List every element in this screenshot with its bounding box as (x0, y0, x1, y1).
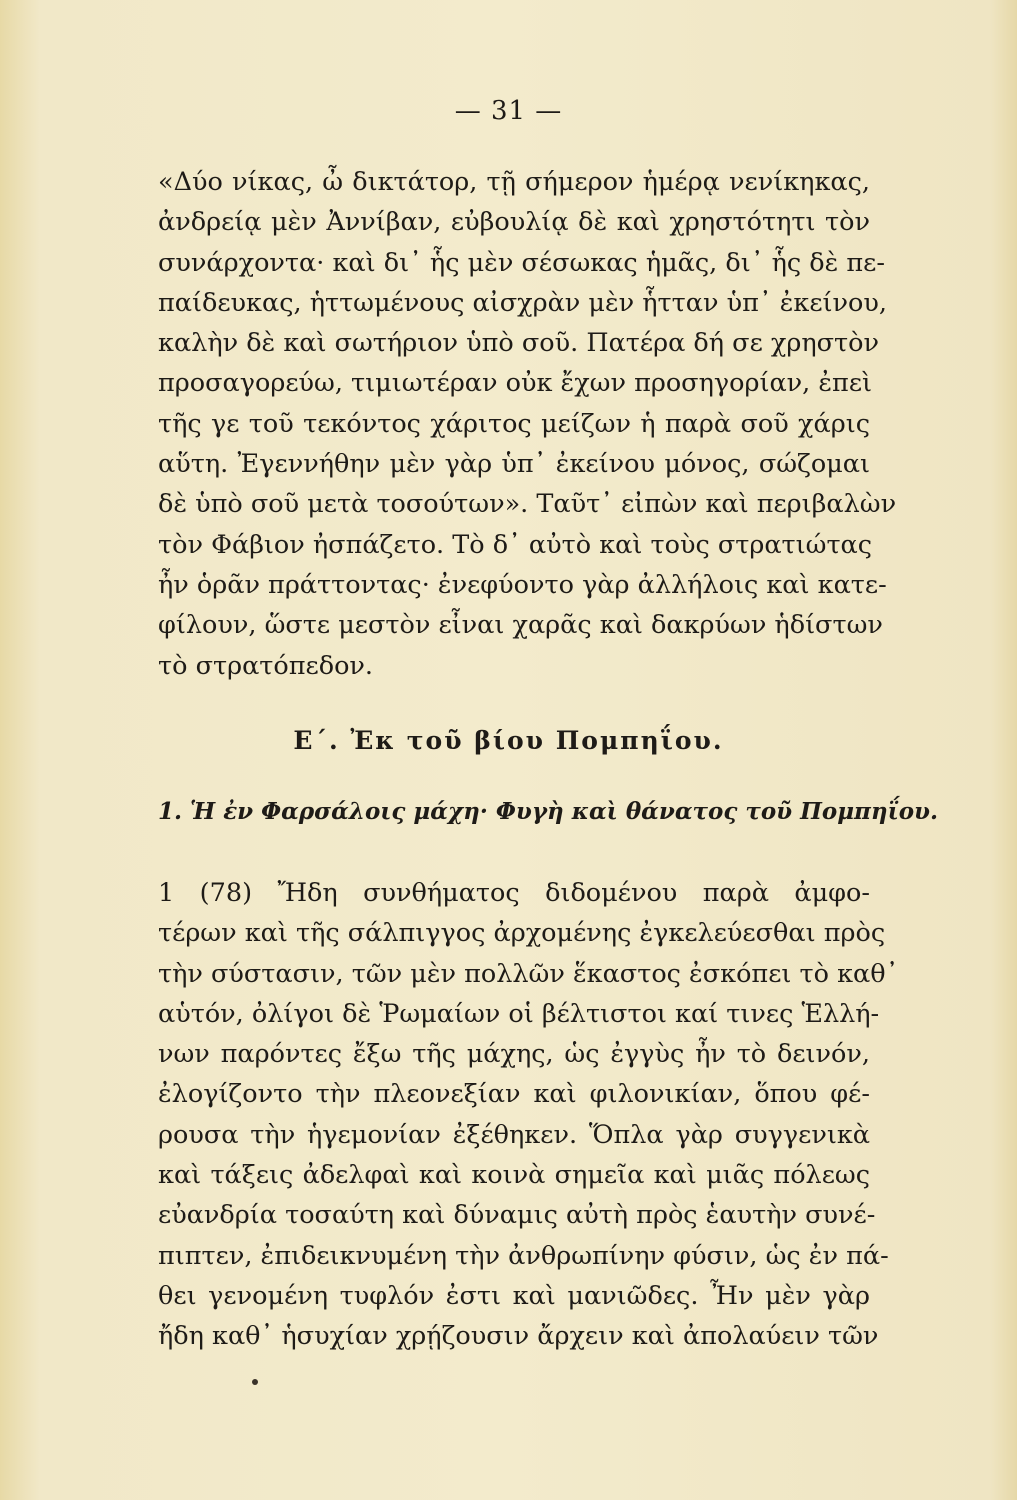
chapter-subheading: 1. Ἡ ἐν Φαρσάλοις μάχη· Φυγὴ καὶ θάνατος τοῦ Πομπηΐου. (158, 798, 939, 825)
text-line: τέρων καὶ τῆς σάλπιγγος ἀρχομένης ἐγκελεύεσθαι πρὸς (158, 918, 886, 949)
text-line: τῆς γε τοῦ τεκόντος χάριτος μείζων ἡ παρὰ σοῦ χάρις (158, 408, 870, 439)
text-line: ἐλογίζοντο τὴν πλεονεξίαν καὶ φιλονικίαν, ὅπου φέ- (158, 1079, 870, 1110)
text-line: συνάρχοντα· καὶ δι᾽ ἧς μὲν σέσωκας ἡμᾶς, δι᾽ ἧς δὲ πε- (158, 247, 885, 278)
ink-dot (252, 1379, 258, 1385)
text-line: ρουσα τὴν ἡγεμονίαν ἐξέθηκεν. Ὅπλα γὰρ συγγενικὰ (158, 1119, 870, 1150)
paragraph-pharsalus (158, 873, 899, 1357)
paragraph-fabius-speech (158, 162, 897, 686)
text-line: προσαγορεύω, τιμιωτέραν οὐκ ἔχων προσηγορίαν, ἐπεὶ (158, 368, 873, 399)
text-line: νων παρόντες ἔξω τῆς μάχης, ὡς ἐγγὺς ἦν τὸ δεινόν, (158, 1039, 870, 1070)
section-heading: Ε΄. Ἐκ τοῦ βίου Πομπηΐου. (293, 726, 724, 755)
text-line: ἦν ὁρᾶν πράττοντας· ἐνεφύοντο γὰρ ἀλλήλοις καὶ κατε- (158, 569, 887, 600)
text-line: τὸν Φάβιον ἠσπάζετο. Τὸ δ᾽ αὐτὸ καὶ τοὺς στρατιώτας (158, 529, 873, 560)
text-line: τὴν σύστασιν, τῶν μὲν πολλῶν ἕκαστος ἐσκόπει τὸ καθ᾽ (158, 958, 899, 989)
text-line: καλὴν δὲ καὶ σωτήριον ὑπὸ σοῦ. Πατέρα δή σε χρηστὸν (158, 328, 879, 359)
page-number: — 31 — (454, 96, 563, 126)
text-line: «Δύο νίκας, ὦ δικτάτορ, τῇ σήμερον ἡμέρᾳ νενίκηκας, (158, 167, 870, 197)
text-line: πιπτεν, ἐπιδεικνυμένη τὴν ἀνθρωπίνην φύσιν, ὡς ἐν πά- (158, 1240, 889, 1271)
text-line: τὸ στρατόπεδον. (158, 650, 374, 681)
text-line: ἤδη καθ᾽ ἡσυχίαν χρῄζουσιν ἄρχειν καὶ ἀπολαύειν τῶν (158, 1321, 879, 1352)
text-line: εὐανδρία τοσαύτη καὶ δύναμις αὐτὴ πρὸς ἑαυτὴν συνέ- (158, 1200, 876, 1231)
text-line: θει γενομένη τυφλόν ἐστι καὶ μανιῶδες. Ἦν μὲν γὰρ (158, 1280, 870, 1311)
text-line: φίλουν, ὥστε μεστὸν εἶναι χαρᾶς καὶ δακρύων ἡδίστων (158, 610, 883, 641)
text-line: δὲ ὑπὸ σοῦ μετὰ τοσούτων». Ταῦτ᾽ εἰπὼν καὶ περιβαλὼν (158, 489, 897, 520)
text-line: καὶ τάξεις ἀδελφαὶ καὶ κοινὰ σημεῖα καὶ μιᾶς πόλεως (158, 1160, 870, 1191)
text-line: αὑτόν, ὀλίγοι δὲ Ῥωμαίων οἱ βέλτιστοι καί τινες Ἑλλή- (158, 998, 880, 1029)
text-line: αὕτη. Ἐγεννήθην μὲν γὰρ ὑπ᾽ ἐκείνου μόνος, σώζομαι (158, 449, 870, 480)
text-line: παίδευκας, ἡττωμένους αἰσχρὰν μὲν ἧτταν ὑπ᾽ ἐκείνου, (158, 287, 887, 318)
text-line: 1 (78) Ἤδη συνθήματος διδομένου παρὰ ἀμφο- (158, 878, 870, 908)
text-line: ἀνδρείᾳ μὲν Ἀννίβαν, εὐβουλίᾳ δὲ καὶ χρηστότητι τὸν (158, 207, 870, 238)
